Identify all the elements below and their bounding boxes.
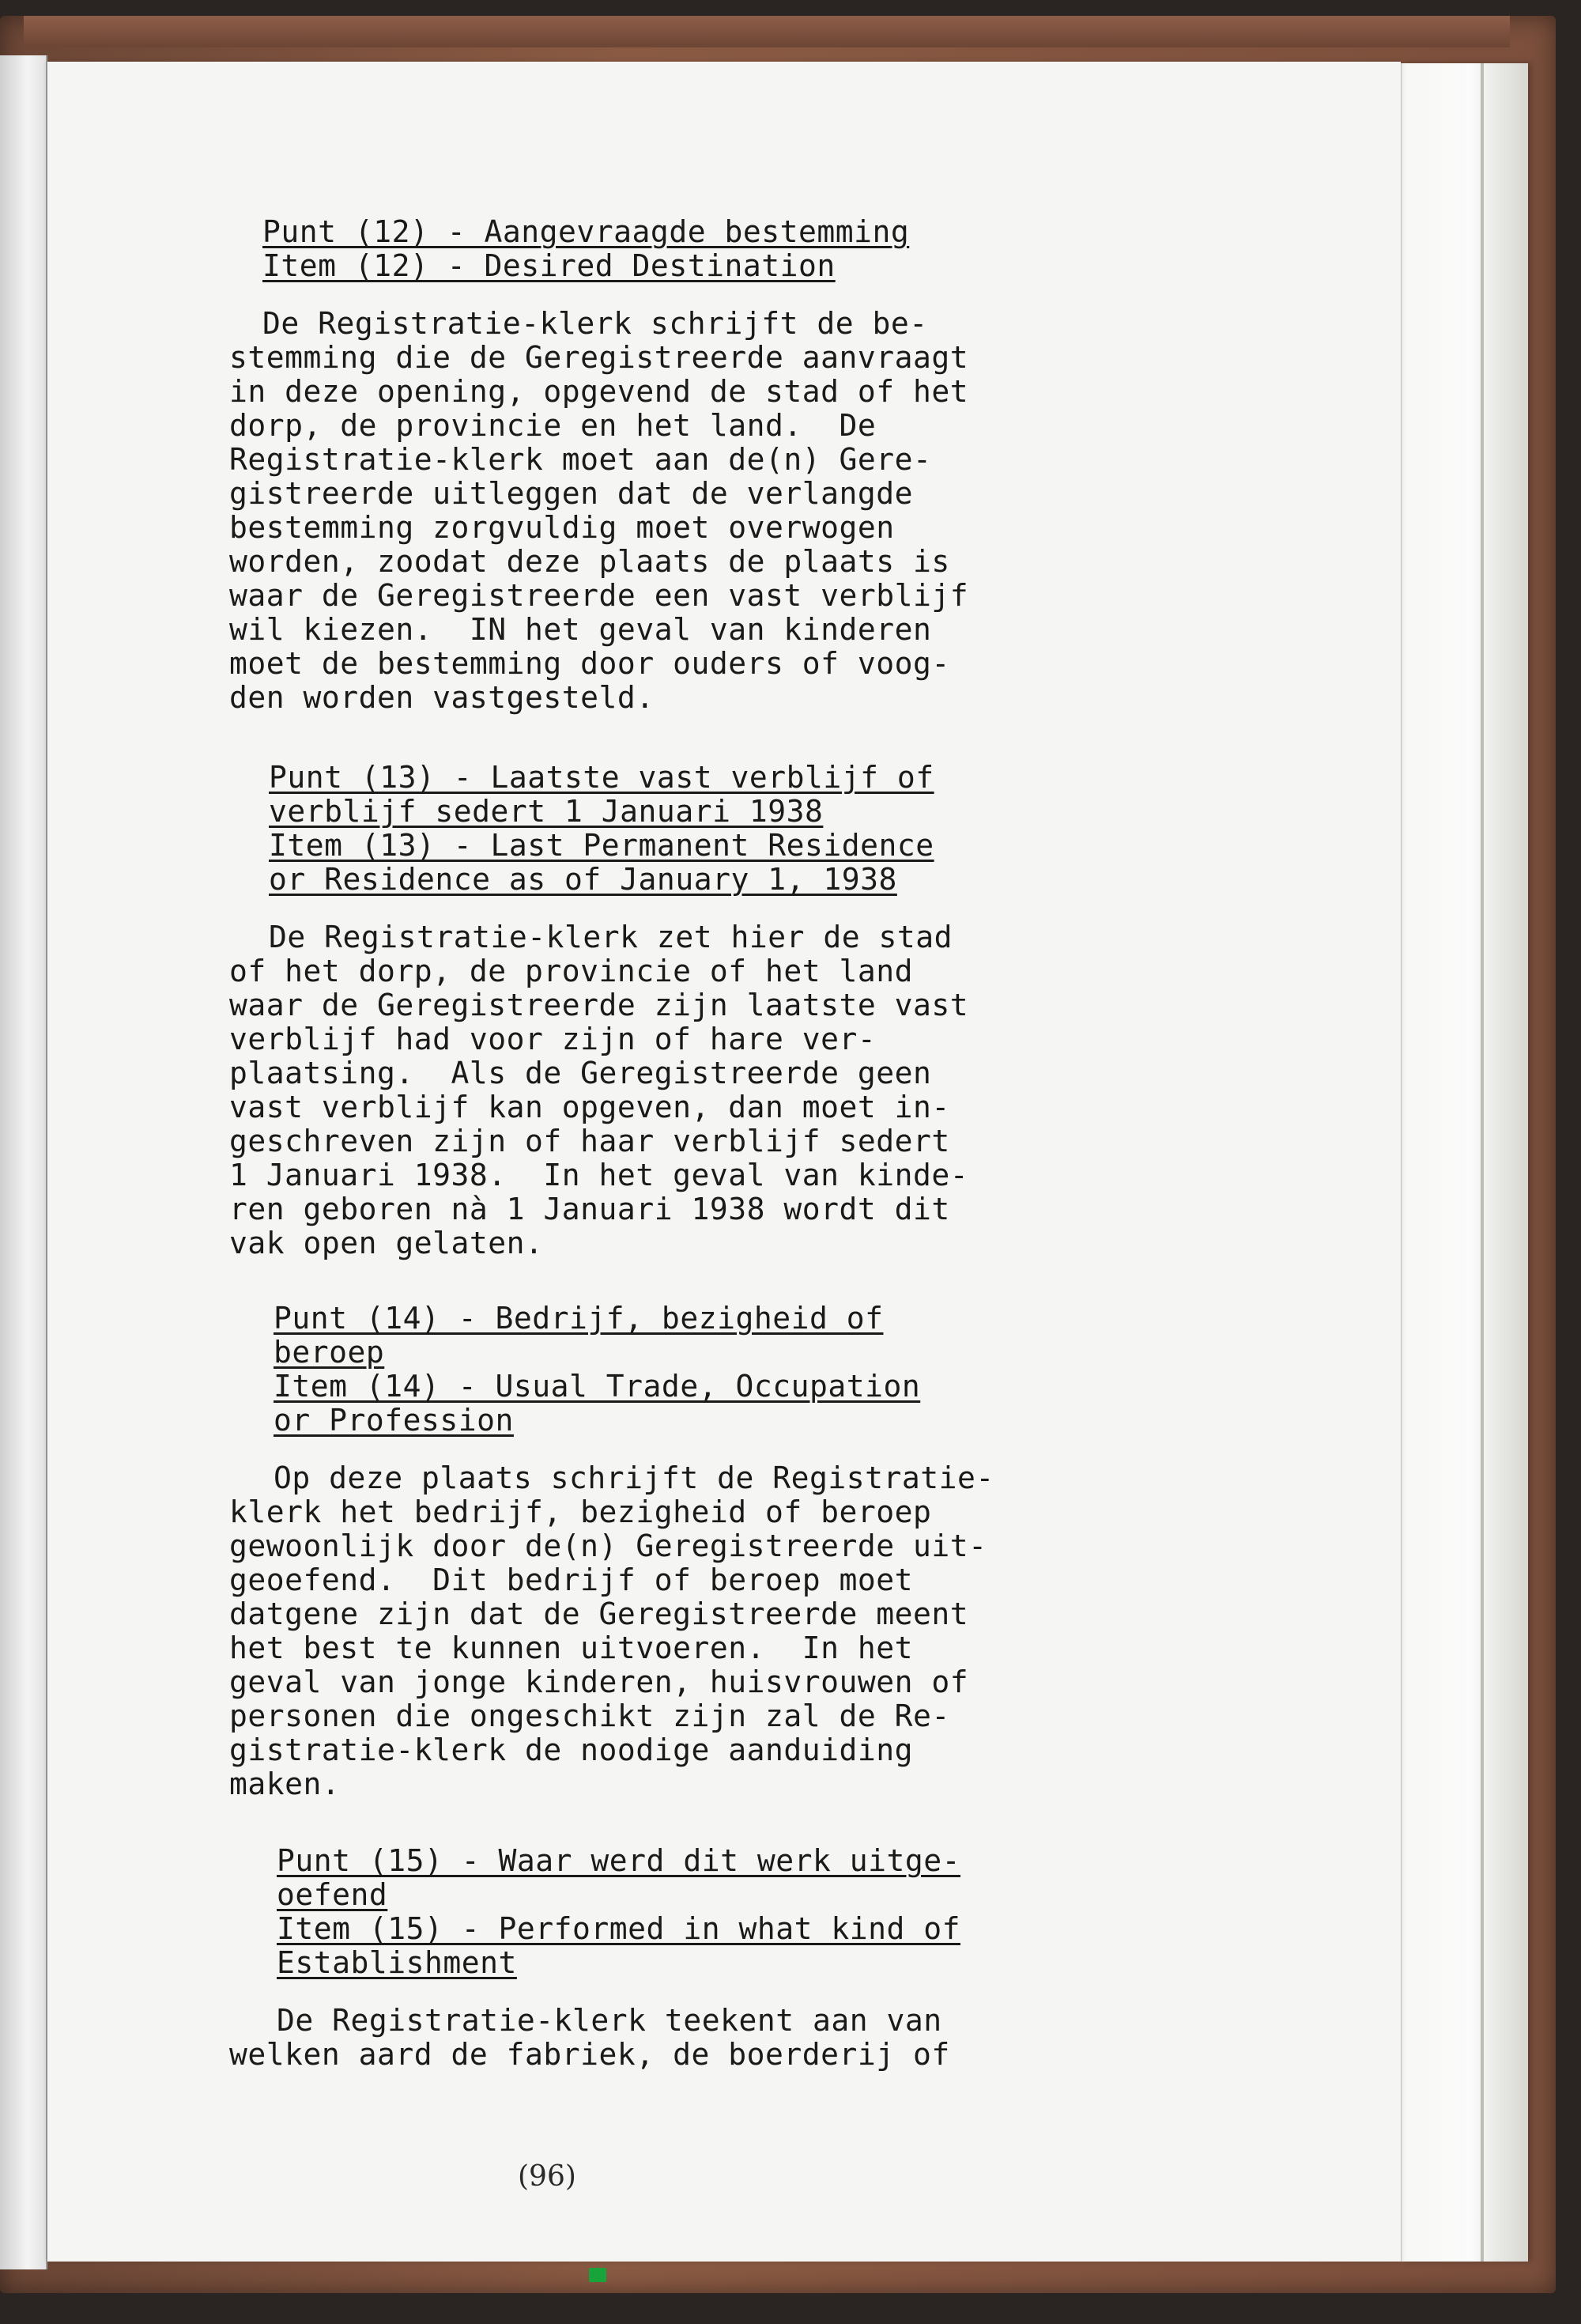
body-line: personen die ongeschikt zijn zal de Re- xyxy=(229,1699,950,1733)
section-heading-line: Item (14) - Usual Trade, Occupation xyxy=(274,1369,921,1404)
body-line: maken. xyxy=(229,1767,341,1801)
body-line: waar de Geregistreerde een vast verblijf xyxy=(229,578,969,613)
body-line: geschreven zijn of haar verblijf sedert xyxy=(229,1124,950,1158)
section-item-15 xyxy=(229,1844,960,2072)
body-line: wil kiezen. IN het geval van kinderen xyxy=(229,612,932,647)
body-line: of het dorp, de provincie of het land xyxy=(229,954,913,988)
body-line: datgene zijn dat de Geregistreerde meent xyxy=(229,1597,969,1631)
body-line: geoefend. Dit bedrijf of beroep moet xyxy=(229,1563,913,1597)
left-page-edges xyxy=(0,55,47,2269)
body-line: het best te kunnen uitvoeren. In het xyxy=(229,1631,913,1665)
body-line: welken aard de fabriek, de boerderij of xyxy=(229,2037,950,2072)
body-line: plaatsing. Als de Geregistreerde geen xyxy=(229,1056,932,1090)
body-line: vak open gelaten. xyxy=(229,1226,544,1260)
book-cover-top-edge xyxy=(24,16,1510,47)
section-heading-line: Item (12) - Desired Destination xyxy=(262,248,836,283)
body-line: waar de Geregistreerde zijn laatste vast xyxy=(229,988,969,1022)
section-heading-line: Punt (12) - Aangevraagde bestemming xyxy=(262,214,910,249)
section-heading-line: Punt (14) - Bedrijf, bezigheid of xyxy=(274,1301,884,1336)
page-number: (96) xyxy=(518,2160,576,2193)
green-tab-marker xyxy=(589,2268,606,2282)
right-page-edges xyxy=(1401,63,1528,2262)
body-line: 1 Januari 1938. In het geval van kinde- xyxy=(229,1158,969,1192)
body-line: gistreerde uitleggen dat de verlangde xyxy=(229,476,913,511)
section-heading-line: Item (15) - Performed in what kind of xyxy=(277,1911,960,1946)
body-line: worden, zoodat deze plaats de plaats is xyxy=(229,544,950,579)
section-item-14 xyxy=(229,1302,994,1801)
body-line: Registratie-klerk moet aan de(n) Gere- xyxy=(229,442,932,477)
body-line: ren geboren nà 1 Januari 1938 wordt dit xyxy=(229,1192,950,1226)
section-heading-line: Punt (13) - Laatste vast verblijf of xyxy=(269,760,934,795)
body-line: Op deze plaats schrijft de Registratie- xyxy=(274,1461,994,1495)
body-line: vast verblijf kan opgeven, dan moet in- xyxy=(229,1090,950,1124)
section-heading-line: or Residence as of January 1, 1938 xyxy=(269,862,897,897)
body-line: gistratie-klerk de noodige aanduiding xyxy=(229,1733,913,1767)
section-heading-line: Item (13) - Last Permanent Residence xyxy=(269,828,934,863)
body-line: De Registratie-klerk teekent aan van xyxy=(277,2003,942,2038)
body-line: De Registratie-klerk schrijft de be- xyxy=(262,306,928,341)
body-line: moet de bestemming door ouders of voog- xyxy=(229,646,950,681)
body-line: stemming die de Geregistreerde aanvraagt xyxy=(229,340,969,375)
section-heading-line: oefend xyxy=(277,1877,388,1912)
body-line: den worden vastgesteld. xyxy=(229,680,655,715)
body-line: verblijf had voor zijn of hare ver- xyxy=(229,1022,877,1056)
section-heading-line: verblijf sedert 1 Januari 1938 xyxy=(269,794,824,829)
section-heading-line: or Profession xyxy=(274,1403,514,1438)
body-line: in deze opening, opgevend de stad of het xyxy=(229,374,969,409)
section-heading-line: Punt (15) - Waar werd dit werk uitge- xyxy=(277,1843,960,1878)
body-line: geval van jonge kinderen, huisvrouwen of xyxy=(229,1665,969,1699)
section-item-13 xyxy=(229,761,968,1260)
section-heading-line: beroep xyxy=(274,1335,385,1370)
body-line: bestemming zorgvuldig moet overwogen xyxy=(229,510,895,545)
body-line: De Registratie-klerk zet hier de stad xyxy=(269,920,953,954)
body-line: dorp, de provincie en het land. De xyxy=(229,408,877,443)
section-item-12 xyxy=(229,215,968,715)
body-line: klerk het bedrijf, bezigheid of beroep xyxy=(229,1495,932,1529)
body-line: gewoonlijk door de(n) Geregistreerde uit- xyxy=(229,1529,987,1563)
section-heading-line: Establishment xyxy=(277,1945,517,1980)
